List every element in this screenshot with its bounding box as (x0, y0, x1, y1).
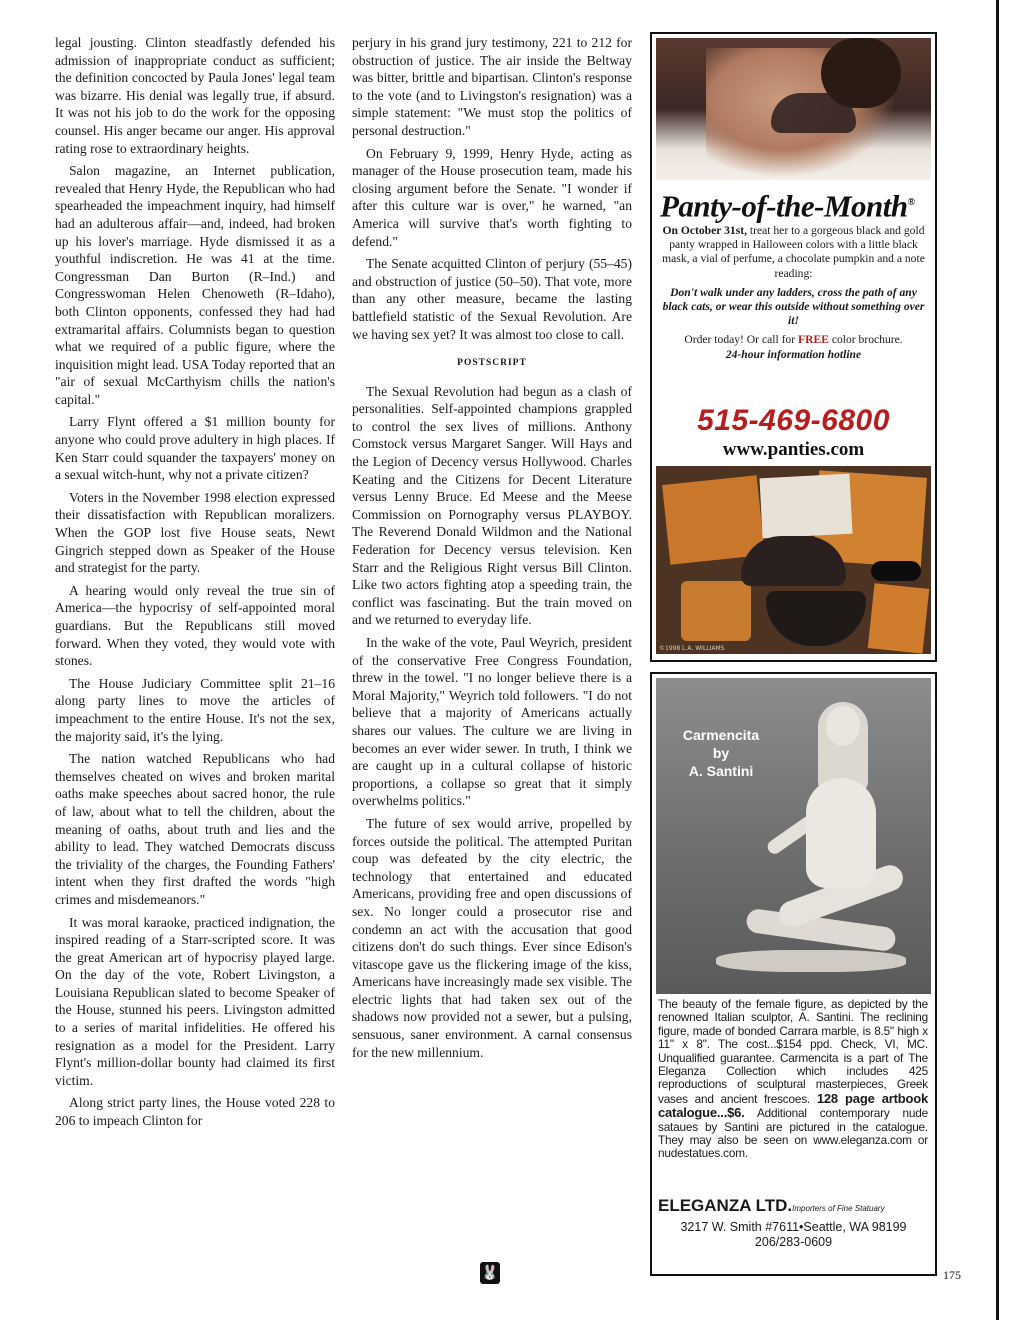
paragraph: The future of sex would arrive, propelled by forces outside the political. The attempted Puritan coup was defeated by the city electric, the technology that entertained and educated Americans, providing free and open discussions of sex. No longer could a prosecutor rise and condemn an act with the accusation that good citizens don't do such things. Ever since Edison's vitascope gave us the flickering image of the kiss, Americans have increasingly made sex visible. The electric lights that had taken sex out of the shadows now provided not a sewer, but a pulsing, sensuous, saner environment. A carnal consensus for the new millennium. (352, 815, 632, 1060)
company-phone: 206/283-0609 (754, 1235, 833, 1249)
paragraph: The House Judiciary Committee split 21–16 along party lines to move the articles of impeachment to the entire House. It's not the sex, the majority said, it's the lying. (55, 675, 335, 744)
statue-photo (656, 678, 931, 994)
statue-title: Carmencita by A. Santini (682, 727, 760, 779)
panty-of-the-month-ad[interactable] (650, 32, 937, 662)
ad-copy: On October 31st, treat her to a gorgeous black and gold panty wrapped in Halloween colors with a little black mask, a vial of perfume, a chocolate pumpkin and a note reading: Don't walk under any ladders, cross the path of any black cats, or wear this outside without something over it! Order today! Or call for FREE color brochure. 24-hour information hotline (660, 224, 927, 367)
ad-note: Don't walk under any ladders, cross the path of any black cats, or wear this outside without something over it! (662, 285, 925, 328)
paragraph: Salon magazine, an Internet publication, revealed that Henry Hyde, the Republican who had spearheaded the impeachment inquiry, had himself had an adulterous affair—and, indeed, had broken up his lover's marriage. Hyde dismissed it as a youthful indiscretion. He was 41 at the time. Congressman Dan Burton (R–Ind.) and Congresswoman Helen Chenoweth (R–Idaho), both Clinton opponents, confessed they had had extramarital affairs. Columnists began to question what we required of a public figure, where the inquisition might lead. USA Today reported that an "air of sexual McCarthyism chills the nation's capital." (55, 163, 335, 407)
article-column-2 (352, 34, 632, 1066)
carmencita-statue-ad[interactable] (650, 672, 937, 1276)
paragraph: legal jousting. Clinton steadfastly defended his admission of inappropriate conduct as sufficient; the definition concocted by Paula Jones' legal team was bizarre. His denial was legally true, if absurd. It was not his job to do the work for the opposing counsel. His anger became our anger. His approval rating rose to extraordinary heights. (55, 35, 335, 156)
company-address: 3217 W. Smith #7611•Seattle, WA 98199 206/283-0609 (652, 1220, 935, 1250)
page-edge-rule (996, 0, 999, 1320)
company-name: ELEGANZA LTD.Importers of Fine Statuary (658, 1196, 885, 1215)
product-photo (656, 466, 931, 654)
paragraph: In the wake of the vote, Paul Weyrich, president of the conservative Free Congress Foundation, threw in the towel. "I no longer believe there is a Moral Majority," Weyrich told followers. "I do not believe that a majority of Americans actually shares our values. The culture we are living in becomes an ever wider sewer. In truth, I think we are caught up in a cultural collapse of historic proportions, a collapse so great that it simply overwhelms politics." (352, 635, 632, 809)
model-photo (656, 38, 931, 180)
ad-copy: The beauty of the female figure, as depicted by the renowned Italian sculptor, A. Santini. The reclining figure, made of bonded Carrara marble, is 8.5" high x 11" x 8". The cost...$154 ppd. Check, VI, MC. Unqualified guarantee. Carmencita is a part of The Eleganza Collection which includes 425 reproductions of sculptural masterpieces, Greek vases and ancient frescoes. 128 page artbook catalogue...$6. Additional contemporary nude sataues by Santini are pictured in the catalogue. They may also be seen on www.eleganza.com or nudestatues.com. (658, 997, 929, 1161)
paragraph: It was moral karaoke, practiced indignation, the inspired reading of a Starr-scripted score. It was the great American art of hypocrisy played large. On the day of the vote, Robert Livingston, a Louisiana Republican slated to become Speaker of the House, stunned his peers. Livingston admitted to a series of marital infidelities. He offered his resignation as a model for the President. Larry Flynt's million-dollar bounty had claimed its first victim. (55, 914, 335, 1088)
page-number: 175 (943, 1268, 961, 1282)
photo-credit: ©1998 L.A. WILLIAMS (659, 645, 725, 652)
playboy-bunny-icon: 🐰 (480, 1262, 500, 1284)
paragraph: Voters in the November 1998 election expressed their dissatisfaction with Republican moralizers. When the GOP lost five House seats, Newt Gingrich stepped down as Speaker of the House and strategist for the party. (55, 489, 335, 576)
ad-phone-number[interactable]: 515-469-6800 (697, 404, 890, 437)
paragraph: Along strict party lines, the House voted 228 to 206 to impeach Clinton for (55, 1095, 335, 1129)
paragraph: perjury in his grand jury testimony, 221 to 212 for obstruction of justice. The air inside the Beltway was bitter, brittle and bipartisan. Clinton's response to the vote (and to Livingston's resignation) was a simple statement: "We must stop the politics of personal destruction." (352, 35, 632, 138)
paragraph: Larry Flynt offered a $1 million bounty for anyone who could prove adultery in high places. If Ken Starr could squander the taxpayers' money on a sexual witch-hunt, why not a private citizen? (55, 414, 335, 483)
paragraph: On February 9, 1999, Henry Hyde, acting as manager of the House prosecution team, made his closing argument before the Senate. "I wonder if after this culture war is over," he warned, "an America will survive that's worth fighting to defend." (352, 145, 632, 249)
paragraph: The Senate acquitted Clinton of perjury (55–45) and obstruction of justice (50–50). That vote, more than any other measure, became the lasting battlefield statistic of the Sexual Revolution. Are we having sex yet? It was almost too close to call. (352, 256, 632, 342)
ad-title: Panty-of-the-Month® (660, 188, 915, 224)
ad-website-link[interactable]: www.panties.com (722, 439, 865, 460)
article-column-1 (55, 34, 335, 1135)
paragraph: The Sexual Revolution had begun as a clash of personalities. Self-appointed champions grappled to control the sex lives of millions. Anthony Comstock versus Margaret Sanger. Will Hays and the Legion of Decency versus Hollywood. Charles Keating and the Citizens for Decent Literature versus Lenny Bruce. Ed Meese and the Meese Commission on Pornography versus PLAYBOY. The Reverend Donald Wildmon and the National Federation for Decency versus television. Ken Starr and the Religious Right versus Bill Clinton. Like two actors fighting atop a speeding train, the conflict was fascinating. But the train moved on and we returned to everyday life. (352, 383, 632, 628)
paragraph: The nation watched Republicans who had themselves cheated on wives and broken marital oaths make speeches about sacred honor, the rule of law, about what to tell the children, about the meaning of oaths, about truth and lies and the ability to lead. They watched Democrats discuss the triviality of the charges, the Founding Fathers' intent when they first drafted the words "high crimes and misdemeanors." (55, 751, 335, 907)
paragraph: A hearing would only reveal the true sin of America—the hypocrisy of self-appointed moral guardians. But the Republicans still moved forward. When they voted, they would vote with stones. (55, 582, 335, 669)
section-subhead: POSTSCRIPT (457, 358, 527, 369)
